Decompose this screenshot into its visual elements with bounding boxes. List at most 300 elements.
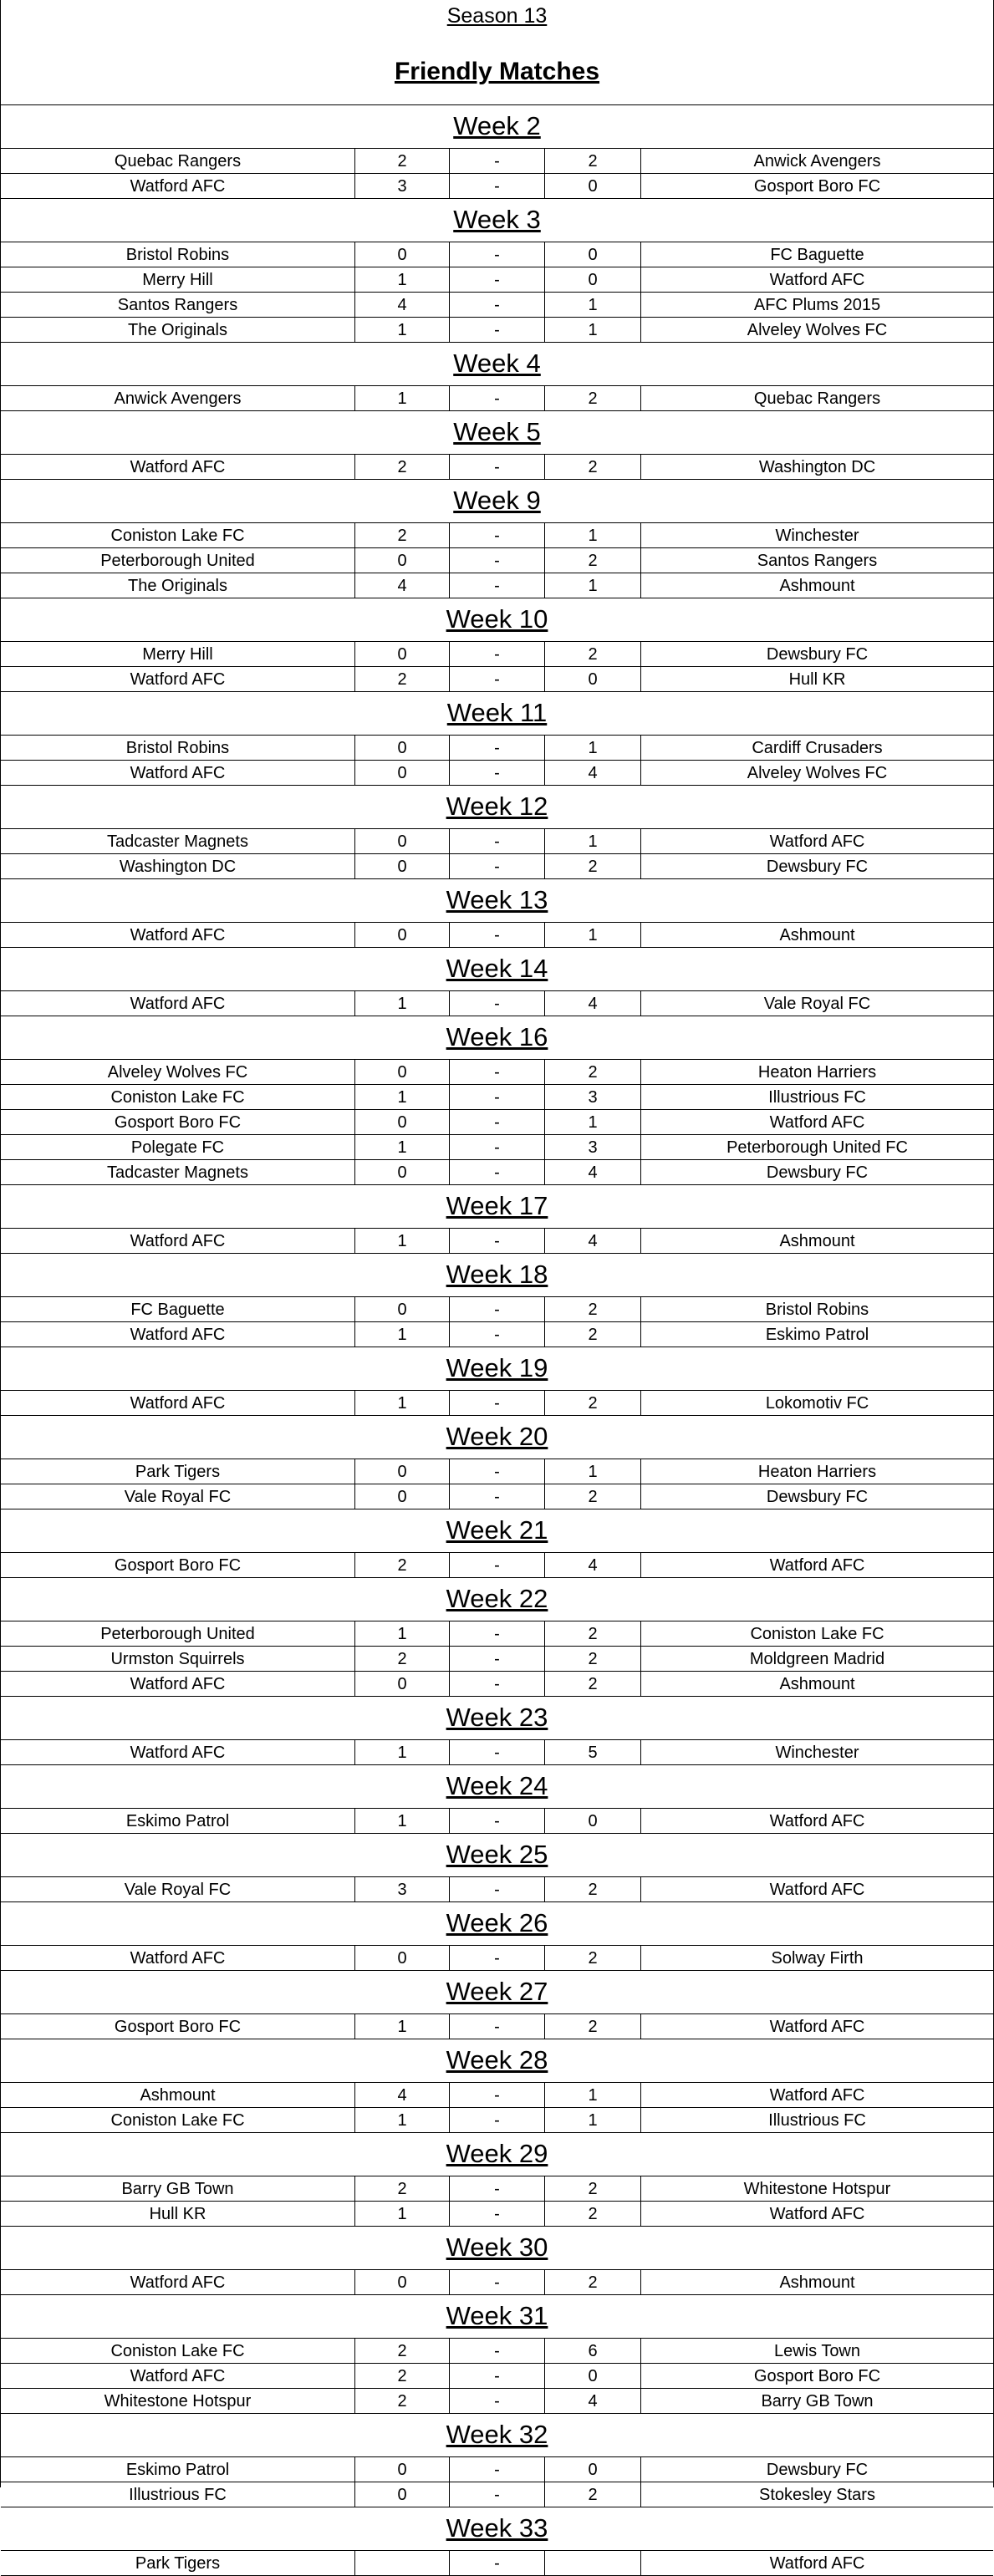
home-score: 0 <box>355 2482 450 2507</box>
away-score: 0 <box>545 242 641 267</box>
away-score: 2 <box>545 2014 641 2039</box>
away-score: 0 <box>545 267 641 292</box>
away-score: 2 <box>545 854 641 878</box>
home-score: 1 <box>355 318 450 342</box>
week-section <box>1 2414 993 2507</box>
home-score: 0 <box>355 1484 450 1509</box>
home-team: Anwick Avengers <box>1 386 355 410</box>
away-team: Watford AFC <box>769 1881 865 1899</box>
match-row <box>1 523 993 548</box>
score-separator: - <box>450 1135 545 1159</box>
match-row <box>1 1229 993 1254</box>
away-team: Lokomotiv FC <box>765 1394 869 1413</box>
away-team: Peterborough United FC <box>726 1138 908 1157</box>
score-separator: - <box>450 1809 545 1833</box>
home-score: 1 <box>355 991 450 1016</box>
match-row <box>1 573 993 598</box>
away-score: 3 <box>545 1135 641 1159</box>
away-score: 1 <box>545 573 641 598</box>
week-heading: Week 29 <box>1 2133 993 2176</box>
home-score: 2 <box>355 2389 450 2413</box>
away-team: Watford AFC <box>769 2018 865 2036</box>
match-row <box>1 1459 993 1484</box>
away-score: 1 <box>545 523 641 547</box>
home-score: 0 <box>355 2457 450 2482</box>
week-section <box>1 2039 993 2133</box>
week-heading: Week 4 <box>1 343 993 386</box>
home-score: 0 <box>355 1160 450 1184</box>
match-row <box>1 1672 993 1697</box>
away-score: 0 <box>545 1809 641 1833</box>
away-team: Santos Rangers <box>757 552 878 570</box>
match-row <box>1 642 993 667</box>
week-heading: Week 16 <box>1 1016 993 1060</box>
away-score: 2 <box>545 2176 641 2201</box>
week-section <box>1 948 993 1016</box>
match-row <box>1 2270 993 2295</box>
away-team: Dewsbury FC <box>766 1488 869 1506</box>
home-team: Watford AFC <box>1 761 355 785</box>
match-row <box>1 667 993 692</box>
home-score: 1 <box>355 1085 450 1109</box>
week-section <box>1 1578 993 1697</box>
away-team: Cardiff Crusaders <box>752 739 883 757</box>
score-separator: - <box>450 523 545 547</box>
home-team: Watford AFC <box>1 1229 355 1253</box>
away-score: 0 <box>545 667 641 691</box>
away-score: 2 <box>545 1484 641 1509</box>
page-title: Friendly Matches <box>394 58 600 85</box>
home-team: Park Tigers <box>1 1459 355 1484</box>
week-heading: Week 10 <box>1 598 993 642</box>
week-heading: Week 22 <box>1 1578 993 1621</box>
score-separator: - <box>450 149 545 173</box>
home-score: 0 <box>355 761 450 785</box>
home-team: Peterborough United <box>1 548 355 573</box>
away-team: Moldgreen Madrid <box>749 1650 885 1668</box>
score-separator: - <box>450 1160 545 1184</box>
score-separator: - <box>450 1110 545 1134</box>
score-separator: - <box>450 1297 545 1321</box>
away-score: 4 <box>545 1160 641 1184</box>
season-title: Season 13 <box>446 4 548 28</box>
score-separator: - <box>450 2202 545 2226</box>
match-row <box>1 1740 993 1765</box>
match-row <box>1 293 993 318</box>
week-section <box>1 105 993 199</box>
score-separator: - <box>450 2389 545 2413</box>
away-score <box>545 2551 641 2575</box>
away-score: 0 <box>545 2457 641 2482</box>
away-score: 2 <box>545 2202 641 2226</box>
home-score: 4 <box>355 2083 450 2107</box>
away-team: Barry GB Town <box>761 2392 874 2411</box>
week-heading: Week 12 <box>1 786 993 829</box>
score-separator: - <box>450 2339 545 2363</box>
home-team: Watford AFC <box>1 667 355 691</box>
away-team: Watford AFC <box>769 1113 865 1132</box>
week-section <box>1 1834 993 1902</box>
home-score: 2 <box>355 1553 450 1577</box>
week-heading: Week 28 <box>1 2039 993 2083</box>
week-section <box>1 1902 993 1971</box>
away-team: Watford AFC <box>769 1812 865 1830</box>
home-team: Park Tigers <box>1 2551 355 2575</box>
away-score: 2 <box>545 386 641 410</box>
away-score: 1 <box>545 829 641 853</box>
away-team: Washington DC <box>758 458 876 476</box>
match-row <box>1 1647 993 1672</box>
score-separator: - <box>450 573 545 598</box>
away-team: Ashmount <box>779 577 855 595</box>
away-score: 2 <box>545 642 641 666</box>
home-score: 0 <box>355 1946 450 1970</box>
home-team: The Originals <box>1 573 355 598</box>
score-separator: - <box>450 1391 545 1415</box>
score-separator: - <box>450 455 545 479</box>
week-heading: Week 9 <box>1 480 993 523</box>
match-row <box>1 386 993 411</box>
home-team: Watford AFC <box>1 991 355 1016</box>
home-score: 2 <box>355 667 450 691</box>
away-team: FC Baguette <box>770 246 864 264</box>
weeks-list <box>1 105 993 2576</box>
away-team: Gosport Boro FC <box>753 2367 881 2385</box>
home-score: 1 <box>355 1740 450 1764</box>
home-team: Tadcaster Magnets <box>1 1160 355 1184</box>
week-section <box>1 1416 993 1509</box>
away-team: Anwick Avengers <box>753 152 881 171</box>
week-heading: Week 33 <box>1 2507 993 2551</box>
away-score: 0 <box>545 2364 641 2388</box>
home-team: Eskimo Patrol <box>1 2457 355 2482</box>
score-separator: - <box>450 318 545 342</box>
home-team: Merry Hill <box>1 642 355 666</box>
home-score: 0 <box>355 1297 450 1321</box>
home-team: Illustrious FC <box>1 2482 355 2507</box>
away-team: Gosport Boro FC <box>753 177 881 196</box>
match-row <box>1 2457 993 2482</box>
away-team: Lewis Town <box>773 2342 861 2360</box>
week-heading: Week 3 <box>1 199 993 242</box>
match-row <box>1 1946 993 1971</box>
score-separator: - <box>450 2364 545 2388</box>
week-section <box>1 786 993 879</box>
score-separator: - <box>450 991 545 1016</box>
week-heading: Week 25 <box>1 1834 993 1877</box>
week-section <box>1 2227 993 2295</box>
home-team: Quebac Rangers <box>1 149 355 173</box>
home-team: Whitestone Hotspur <box>1 2389 355 2413</box>
week-heading: Week 5 <box>1 411 993 455</box>
home-score: 4 <box>355 573 450 598</box>
score-separator: - <box>450 667 545 691</box>
home-score: 1 <box>355 1322 450 1347</box>
week-section <box>1 2133 993 2227</box>
away-team: Dewsbury FC <box>766 645 869 664</box>
home-team: Gosport Boro FC <box>1 2014 355 2039</box>
away-team: Ashmount <box>779 1675 855 1693</box>
match-row <box>1 854 993 879</box>
away-team: Bristol Robins <box>765 1301 869 1319</box>
home-score: 0 <box>355 1672 450 1696</box>
home-score: 4 <box>355 293 450 317</box>
match-row <box>1 2014 993 2039</box>
away-team: Coniston Lake FC <box>750 1625 884 1643</box>
week-heading: Week 31 <box>1 2295 993 2339</box>
away-team: Watford AFC <box>769 832 865 851</box>
home-team: Watford AFC <box>1 1322 355 1347</box>
away-team: Alveley Wolves FC <box>747 321 888 339</box>
away-score: 2 <box>545 1621 641 1646</box>
away-score: 4 <box>545 1553 641 1577</box>
home-score: 1 <box>355 267 450 292</box>
away-team: Heaton Harriers <box>757 1463 877 1481</box>
away-team: Illustrious FC <box>768 2111 866 2130</box>
away-score: 1 <box>545 2108 641 2132</box>
home-team: Bristol Robins <box>1 736 355 760</box>
home-score: 2 <box>355 2364 450 2388</box>
home-team: Watford AFC <box>1 455 355 479</box>
home-team: Barry GB Town <box>1 2176 355 2201</box>
away-score: 2 <box>545 1647 641 1671</box>
home-score: 2 <box>355 1647 450 1671</box>
score-separator: - <box>450 2108 545 2132</box>
home-score: 1 <box>355 1229 450 1253</box>
away-team: Hull KR <box>788 670 846 689</box>
match-row <box>1 1060 993 1085</box>
away-score: 4 <box>545 2389 641 2413</box>
home-score: 0 <box>355 923 450 947</box>
match-row <box>1 1322 993 1347</box>
home-team: Watford AFC <box>1 1391 355 1415</box>
score-separator: - <box>450 1484 545 1509</box>
home-team: Polegate FC <box>1 1135 355 1159</box>
away-team: Dewsbury FC <box>766 858 869 876</box>
home-team: Vale Royal FC <box>1 1877 355 1901</box>
away-team: Watford AFC <box>769 2554 865 2573</box>
home-score: 0 <box>355 642 450 666</box>
match-row <box>1 242 993 267</box>
home-score: 0 <box>355 829 450 853</box>
home-team: Watford AFC <box>1 923 355 947</box>
home-score: 1 <box>355 386 450 410</box>
home-score: 1 <box>355 2108 450 2132</box>
score-separator: - <box>450 548 545 573</box>
away-score: 2 <box>545 1322 641 1347</box>
week-heading: Week 13 <box>1 879 993 923</box>
away-score: 4 <box>545 991 641 1016</box>
week-heading: Week 24 <box>1 1765 993 1809</box>
score-separator: - <box>450 293 545 317</box>
score-separator: - <box>450 174 545 198</box>
match-row <box>1 1110 993 1135</box>
score-separator: - <box>450 854 545 878</box>
week-heading: Week 17 <box>1 1185 993 1229</box>
score-separator: - <box>450 1553 545 1577</box>
away-team: Stokesley Stars <box>759 2486 875 2504</box>
home-score: 0 <box>355 242 450 267</box>
away-team: AFC Plums 2015 <box>753 296 881 314</box>
week-heading: Week 2 <box>1 105 993 149</box>
away-team: Illustrious FC <box>768 1088 866 1107</box>
home-team: Coniston Lake FC <box>1 1085 355 1109</box>
home-score: 3 <box>355 1877 450 1901</box>
home-team: Ashmount <box>1 2083 355 2107</box>
home-team: Merry Hill <box>1 267 355 292</box>
home-team: Washington DC <box>1 854 355 878</box>
away-score: 1 <box>545 293 641 317</box>
home-score: 2 <box>355 2176 450 2201</box>
week-section <box>1 1765 993 1834</box>
home-team: Bristol Robins <box>1 242 355 267</box>
week-section <box>1 1347 993 1416</box>
home-team: Watford AFC <box>1 1672 355 1696</box>
week-section <box>1 1254 993 1347</box>
match-row <box>1 1135 993 1160</box>
home-score: 1 <box>355 1621 450 1646</box>
home-score: 1 <box>355 2202 450 2226</box>
away-team: Whitestone Hotspur <box>743 2180 891 2198</box>
away-team: Ashmount <box>779 926 855 944</box>
away-score: 1 <box>545 1459 641 1484</box>
score-separator: - <box>450 1647 545 1671</box>
week-section <box>1 1185 993 1254</box>
score-separator: - <box>450 761 545 785</box>
home-score: 0 <box>355 1459 450 1484</box>
match-row <box>1 991 993 1016</box>
away-score: 1 <box>545 2083 641 2107</box>
home-team: Peterborough United <box>1 1621 355 1646</box>
away-team: Watford AFC <box>769 1556 865 1575</box>
home-team: FC Baguette <box>1 1297 355 1321</box>
match-row <box>1 2202 993 2227</box>
match-row <box>1 736 993 761</box>
score-separator: - <box>450 2176 545 2201</box>
away-team: Dewsbury FC <box>766 1163 869 1182</box>
match-row <box>1 2389 993 2414</box>
away-score: 6 <box>545 2339 641 2363</box>
match-row <box>1 1297 993 1322</box>
match-row <box>1 149 993 174</box>
week-section <box>1 199 993 343</box>
match-row <box>1 1553 993 1578</box>
week-heading: Week 11 <box>1 692 993 736</box>
week-section <box>1 343 993 411</box>
week-section <box>1 411 993 480</box>
away-team: Ashmount <box>779 1232 855 1250</box>
away-score: 4 <box>545 1229 641 1253</box>
week-heading: Week 26 <box>1 1902 993 1946</box>
score-separator: - <box>450 2270 545 2294</box>
home-team: Watford AFC <box>1 2364 355 2388</box>
match-row <box>1 1877 993 1902</box>
score-separator: - <box>450 242 545 267</box>
away-score: 1 <box>545 318 641 342</box>
score-separator: - <box>450 2083 545 2107</box>
away-team: Vale Royal FC <box>763 995 871 1013</box>
week-section <box>1 692 993 786</box>
home-team: Watford AFC <box>1 2270 355 2294</box>
home-score <box>355 2551 450 2575</box>
week-heading: Week 27 <box>1 1971 993 2014</box>
match-row <box>1 318 993 343</box>
week-heading: Week 23 <box>1 1697 993 1740</box>
away-score: 2 <box>545 548 641 573</box>
score-separator: - <box>450 642 545 666</box>
match-row <box>1 2482 993 2507</box>
away-score: 2 <box>545 1060 641 1084</box>
away-score: 1 <box>545 736 641 760</box>
score-separator: - <box>450 1085 545 1109</box>
away-score: 2 <box>545 1391 641 1415</box>
match-row <box>1 2176 993 2202</box>
home-score: 0 <box>355 548 450 573</box>
match-row <box>1 1621 993 1647</box>
week-section <box>1 879 993 948</box>
match-row <box>1 923 993 948</box>
score-separator: - <box>450 2014 545 2039</box>
week-heading: Week 32 <box>1 2414 993 2457</box>
score-separator: - <box>450 2551 545 2575</box>
home-score: 2 <box>355 149 450 173</box>
week-heading: Week 20 <box>1 1416 993 1459</box>
home-team: Coniston Lake FC <box>1 2339 355 2363</box>
match-row <box>1 267 993 293</box>
home-team: Tadcaster Magnets <box>1 829 355 853</box>
away-team: Dewsbury FC <box>766 2461 869 2479</box>
match-row <box>1 761 993 786</box>
home-score: 2 <box>355 455 450 479</box>
home-score: 1 <box>355 1391 450 1415</box>
week-heading: Week 19 <box>1 1347 993 1391</box>
match-row <box>1 455 993 480</box>
away-team: Watford AFC <box>769 271 865 289</box>
score-separator: - <box>450 736 545 760</box>
score-separator: - <box>450 1740 545 1764</box>
week-section <box>1 1016 993 1185</box>
away-score: 2 <box>545 1297 641 1321</box>
away-score: 0 <box>545 174 641 198</box>
away-team: Winchester <box>775 1744 859 1762</box>
home-team: Alveley Wolves FC <box>1 1060 355 1084</box>
match-row <box>1 2083 993 2108</box>
home-team: Santos Rangers <box>1 293 355 317</box>
week-section <box>1 2507 993 2576</box>
match-row <box>1 1484 993 1509</box>
away-score: 2 <box>545 2270 641 2294</box>
week-section <box>1 1509 993 1578</box>
match-row <box>1 2108 993 2133</box>
match-row <box>1 829 993 854</box>
away-score: 1 <box>545 923 641 947</box>
away-score: 5 <box>545 1740 641 1764</box>
home-score: 0 <box>355 2270 450 2294</box>
home-score: 0 <box>355 1110 450 1134</box>
week-heading: Week 14 <box>1 948 993 991</box>
away-team: Watford AFC <box>769 2086 865 2105</box>
score-separator: - <box>450 267 545 292</box>
score-separator: - <box>450 2482 545 2507</box>
away-team: Winchester <box>775 527 859 545</box>
score-separator: - <box>450 2457 545 2482</box>
match-row <box>1 1160 993 1185</box>
home-team: Coniston Lake FC <box>1 523 355 547</box>
away-score: 2 <box>545 1877 641 1901</box>
score-separator: - <box>450 1229 545 1253</box>
home-team: Gosport Boro FC <box>1 1110 355 1134</box>
away-score: 2 <box>545 1672 641 1696</box>
